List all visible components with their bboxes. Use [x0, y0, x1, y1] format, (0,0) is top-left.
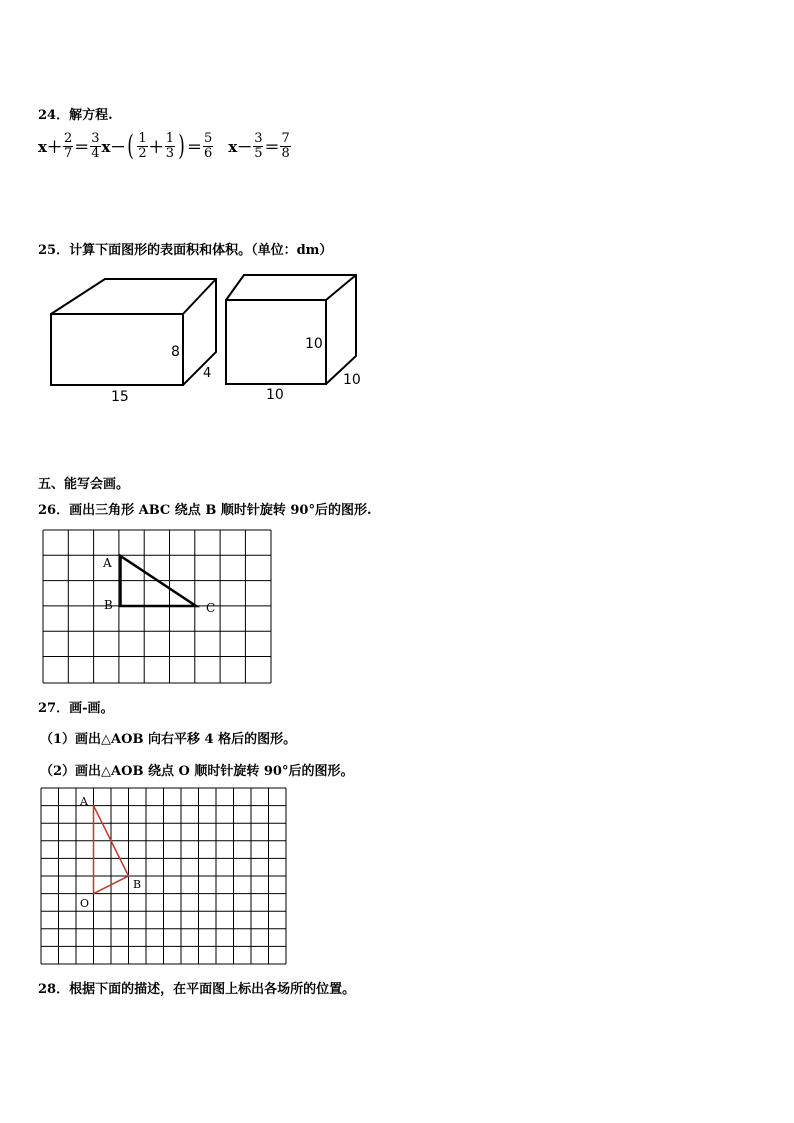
- cube-2-length: 10: [266, 387, 284, 403]
- eq2-frac3: $\frac{5}{6}$: [203, 130, 213, 161]
- eq3-equals: ＝: [264, 137, 280, 156]
- eq3-frac2: $\frac{7}{8}$: [281, 130, 290, 161]
- label-c: C: [206, 601, 216, 615]
- label-b: B: [133, 878, 142, 891]
- label-b: B: [104, 598, 113, 612]
- q26-title: 26．画出三角形 ABC 绕点 B 顺时针旋转 90°后的图形.: [38, 503, 372, 518]
- cuboid-1-length: 15: [111, 389, 129, 405]
- q25-cuboid-figures: [36, 268, 366, 408]
- eq2-right-paren: ): [178, 129, 185, 162]
- label-a: A: [80, 795, 88, 808]
- eq2-plus: ＋: [148, 137, 164, 156]
- q27-grid: [41, 788, 286, 964]
- eq2-left-paren: (: [127, 129, 135, 162]
- eq2-equals: ＝: [186, 137, 202, 156]
- eq3-x: x－: [228, 137, 253, 156]
- eq1-frac1: $\frac{2}{7}$: [63, 130, 73, 161]
- eq2-frac2: $\frac{1}{3}$: [165, 130, 174, 161]
- eq1-frac2: $\frac{3}{4}$: [91, 130, 100, 161]
- q25-title: 25．计算下面图形的表面积和体积。（单位：dm）: [38, 243, 333, 258]
- cuboid-1-height: 8: [171, 344, 180, 360]
- eq1-x: x＋: [38, 137, 62, 156]
- cube-2: [226, 275, 356, 384]
- eq2-x: x－: [101, 137, 126, 156]
- cube-2-width: 10: [343, 372, 361, 388]
- section-5-title: 五、能写会画。: [38, 477, 130, 492]
- q27-part1: （1）画出△AOB 向右平移 4 格后的图形。: [40, 732, 297, 747]
- eq1-equals: ＝: [74, 137, 90, 156]
- cube-2-height: 10: [305, 336, 323, 352]
- cuboid-1: [51, 279, 216, 385]
- q28-title: 28．根据下面的描述，在平面图上标出各场所的位置。: [38, 982, 356, 997]
- q26-grid-figure: [42, 529, 276, 687]
- eq3-frac1: $\frac{3}{5}$: [254, 130, 263, 161]
- q27-title: 27．画-画。: [38, 701, 114, 716]
- q24-title: 24．解方程.: [38, 108, 113, 123]
- q24-equations: [38, 131, 292, 161]
- eq2-frac1: $\frac{1}{2}$: [138, 130, 147, 161]
- label-a: A: [103, 556, 112, 570]
- label-o: O: [80, 897, 90, 910]
- q27-part2: （2）画出△AOB 绕点 O 顺时针旋转 90°后的图形。: [40, 764, 354, 779]
- cuboid-1-width: 4: [203, 366, 212, 381]
- q27-grid-figure: [40, 787, 290, 967]
